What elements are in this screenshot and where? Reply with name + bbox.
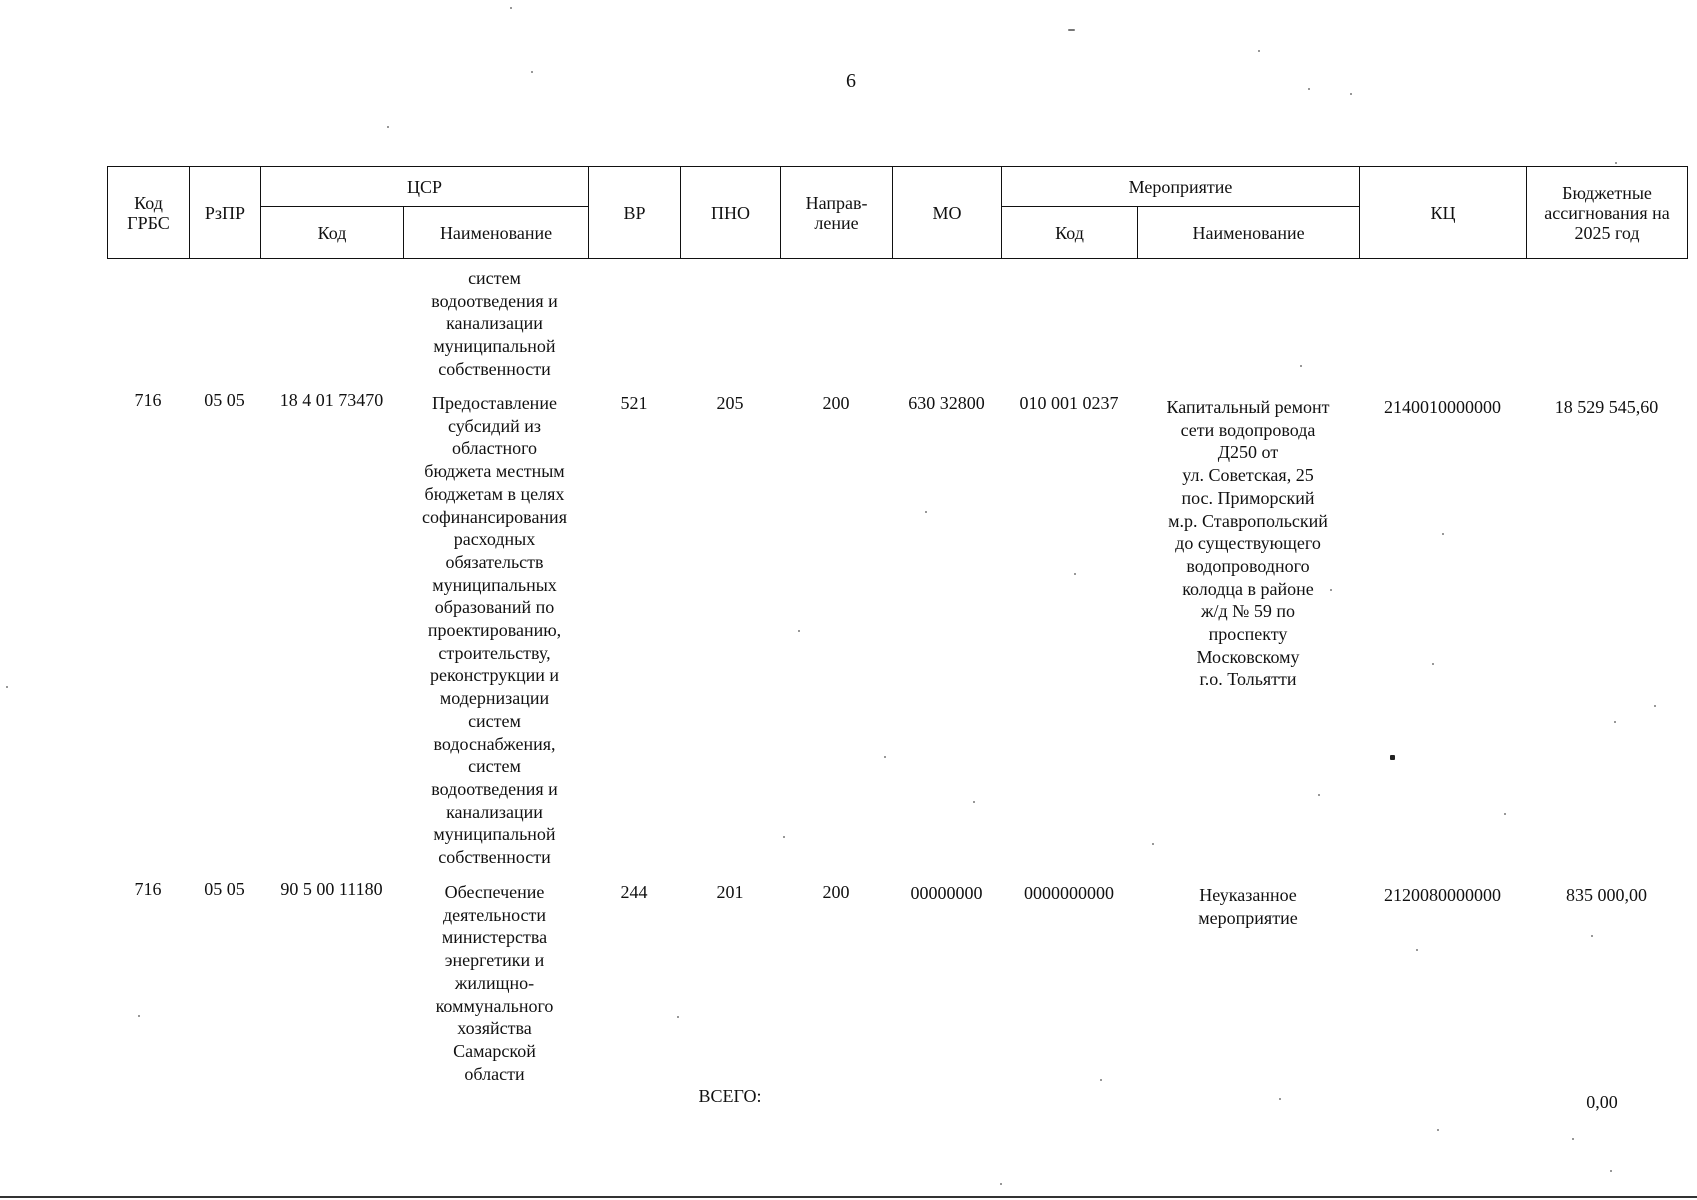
cell-amount: 18 529 545,60 xyxy=(1554,397,1659,417)
cell-mo: 00000000 xyxy=(910,883,983,903)
text-line: собственности xyxy=(438,847,551,868)
text-line: колодца в районе xyxy=(1182,578,1314,599)
text-line: до существующего xyxy=(1175,533,1321,554)
text-line: реконструкции и xyxy=(429,665,560,686)
text-line: образований по xyxy=(434,597,555,618)
text-line: мероприятие xyxy=(1198,907,1298,928)
cell-csr-kod: 18 4 01 73470 xyxy=(279,390,384,410)
cell-mer-name xyxy=(1137,396,1359,691)
table-header xyxy=(107,166,1688,259)
text-line: ж/д № 59 по xyxy=(1201,601,1295,622)
text-line: софинансирования xyxy=(422,506,567,527)
text-line: Неуказанное xyxy=(1199,885,1297,905)
text-line: канализации xyxy=(446,801,543,822)
text-line: систем xyxy=(468,756,521,777)
cell-grbs: 716 xyxy=(134,879,162,899)
text-line: ул. Советская, 25 xyxy=(1182,465,1314,486)
text-line: муниципальных xyxy=(432,574,557,595)
header-kod-grbs: Код ГРБС xyxy=(108,167,190,259)
text-line: областного xyxy=(451,438,538,459)
cell-kc: 2140010000000 xyxy=(1384,397,1501,417)
text-line: водоотведения и xyxy=(431,290,558,311)
text-line: коммунального xyxy=(435,995,554,1016)
cell-mer-kod: 010 001 0237 xyxy=(1019,393,1119,413)
text-line: муниципальной xyxy=(433,336,556,357)
text-line: систем xyxy=(468,710,521,731)
total-label: ВСЕГО: xyxy=(698,1086,762,1106)
total-value: 0,00 xyxy=(1586,1092,1618,1112)
header-csr-name: Наименование xyxy=(404,207,589,259)
header-rzpr: РзПР xyxy=(190,167,261,259)
header-kc: КЦ xyxy=(1360,167,1527,259)
header-csr-kod: Код xyxy=(261,207,404,259)
cell-mer-name xyxy=(1137,884,1359,929)
text-line: расходных xyxy=(453,529,536,550)
header-mer-kod: Код xyxy=(1002,207,1138,259)
text-line: проектированию, xyxy=(427,620,562,641)
header-mo: МО xyxy=(893,167,1002,259)
cell-rzpr: 05 05 xyxy=(204,879,245,899)
text-line: Самарской xyxy=(453,1040,536,1061)
text-line: м.р. Ставропольский xyxy=(1168,510,1328,531)
text-line: собственности xyxy=(438,358,551,379)
header-pno: ПНО xyxy=(681,167,781,259)
page-number: 6 xyxy=(846,70,856,92)
continuation-text xyxy=(402,267,587,381)
text-line: Капитальный ремонт xyxy=(1166,397,1330,417)
text-line: деятельности xyxy=(442,904,547,925)
text-line: Московскому xyxy=(1196,646,1300,667)
text-line: модернизации xyxy=(439,688,550,709)
header-mer-name: Наименование xyxy=(1138,207,1360,259)
cell-vr: 244 xyxy=(620,882,648,902)
cell-csr-name xyxy=(402,881,587,1085)
cell-napravlenie: 200 xyxy=(822,393,850,413)
text-line: области xyxy=(464,1063,525,1084)
text-line: министерства xyxy=(441,927,548,948)
text-line: Предоставление xyxy=(432,393,557,413)
text-line: г.о. Тольятти xyxy=(1199,669,1297,690)
header-meropriyatie: Мероприятие xyxy=(1002,167,1360,207)
text-line: проспекту xyxy=(1208,624,1288,645)
text-line: водоотведения и xyxy=(431,778,558,799)
cell-mo: 630 32800 xyxy=(908,393,985,413)
cell-csr-name xyxy=(402,392,587,869)
cell-vr: 521 xyxy=(620,393,648,413)
cell-csr-kod: 90 5 00 11180 xyxy=(280,879,383,899)
text-line: муниципальной xyxy=(433,824,556,845)
cell-mer-kod: 0000000000 xyxy=(1024,883,1114,903)
cell-grbs: 716 xyxy=(134,390,162,410)
cell-napravlenie: 200 xyxy=(822,882,850,902)
text-line: Обеспечение xyxy=(444,882,545,902)
text-line: систем xyxy=(468,268,521,288)
text-line: канализации xyxy=(446,313,543,334)
header-budget: Бюджетные ассигнования на 2025 год xyxy=(1527,167,1688,259)
cell-amount: 835 000,00 xyxy=(1566,885,1647,905)
text-line: бюджетам в целях xyxy=(424,483,565,504)
text-line: хозяйства xyxy=(457,1018,532,1039)
text-line: бюджета местным xyxy=(424,461,565,482)
page-bottom-line xyxy=(0,1196,1697,1198)
text-line: сети водопровода xyxy=(1180,419,1316,440)
cell-rzpr: 05 05 xyxy=(204,390,245,410)
cell-kc: 2120080000000 xyxy=(1384,885,1501,905)
text-line: строительству, xyxy=(438,642,551,663)
text-line: Д250 от xyxy=(1217,442,1279,463)
text-line: водоснабжения, xyxy=(433,733,556,754)
cell-pno: 201 xyxy=(716,882,744,902)
text-line: субсидий из xyxy=(448,415,541,436)
text-line: пос. Приморский xyxy=(1181,487,1315,508)
header-napravlenie: Направ-ление xyxy=(781,167,893,259)
text-line: энергетики и xyxy=(444,950,545,971)
text-line: обязательств xyxy=(445,551,544,572)
cell-pno: 205 xyxy=(716,393,744,413)
header-vr: ВР xyxy=(589,167,681,259)
header-csr: ЦСР xyxy=(261,167,589,207)
text-line: жилищно- xyxy=(454,972,535,993)
text-line: водопроводного xyxy=(1186,555,1310,576)
